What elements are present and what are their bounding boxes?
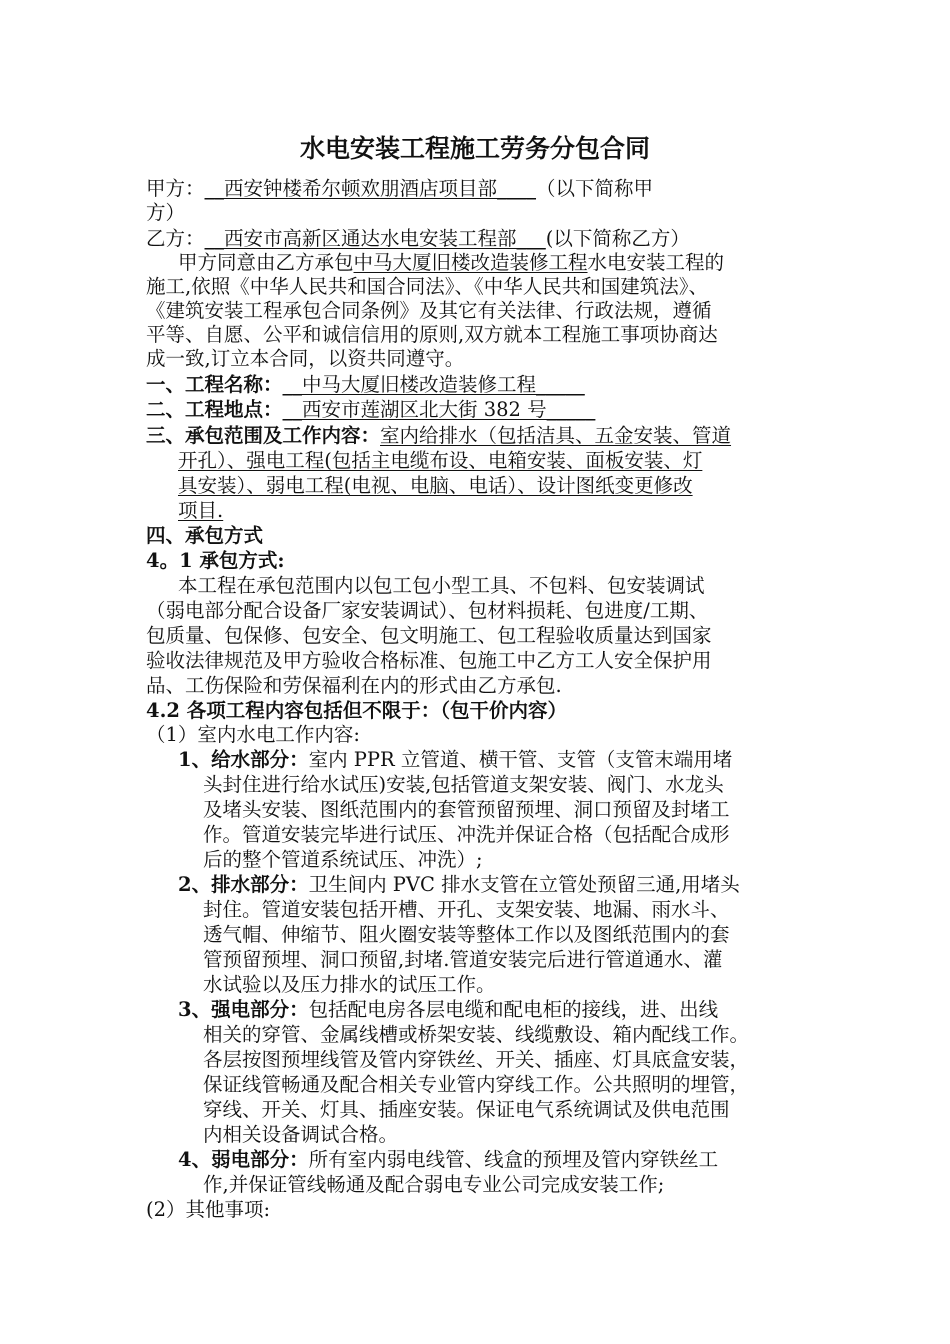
party-a-suffix: （以下简称甲 (536, 177, 654, 200)
item-2-text: 卫生间内 PVC 排水支管在立管处预留三通,用堵头 (308, 873, 740, 896)
item-3-line: 穿线、开关、灯具、插座安装。保证电气系统调试及供电范围 (203, 1098, 730, 1121)
party-a-name: __西安钟楼希尔顿欢朋酒店项目部____ (204, 177, 537, 200)
party-b-name: __西安市高新区通达水电安装工程部___ (204, 227, 546, 250)
item-1-line: 作。管道安装完毕进行试压、冲洗并保证合格（包括配合成形 (203, 823, 730, 846)
item-4-line: 作,并保证管线畅通及配合弱电专业公司完成安装工作; (203, 1173, 665, 1196)
item-4-line-1 (178, 1148, 718, 1172)
party-b-prefix: 乙方： (146, 227, 205, 250)
section-4-1-line: 品、工伤保险和劳保福利在内的形式由乙方承包. (146, 674, 562, 697)
item-4-label: 4、弱电部分： (178, 1148, 309, 1171)
party-a-line (146, 177, 653, 201)
section-3-line-1 (146, 424, 731, 448)
section-2 (146, 398, 595, 422)
item-3-line: 内相关设备调试合格。 (203, 1123, 399, 1146)
item-2-label: 2、排水部分： (178, 873, 309, 896)
section-2-value: __西安市莲湖区北大街 382 号_____ (282, 398, 596, 421)
item-3-line: 各层按图预埋线管及管内穿铁丝、开关、插座、灯具底盒安装， (203, 1048, 750, 1071)
intro-line-4: 平等、自愿、公平和诚信信用的原则,双方就本工程施工事项协商达 (146, 323, 718, 346)
section-4-1-line: 本工程在承包范围内以包工包小型工具、不包料、包安装调试 (178, 574, 705, 597)
item-3-line: 保证线管畅通及配合相关专业管内穿线工作。公共照明的埋管， (203, 1073, 750, 1096)
section-4-1-line: 验收法律规范及甲方验收合格标准、包施工中乙方工人安全保护用 (146, 649, 712, 672)
item-1-label: 1、给水部分： (178, 748, 309, 771)
section-1 (146, 373, 585, 397)
document-title: 水电安装工程施工劳务分包合同 (299, 134, 650, 163)
section-4-1-heading: 4。1 承包方式: (146, 549, 285, 572)
section-3-label: 三、承包范围及工作内容： (146, 424, 381, 447)
party-b-suffix: (以下简称乙方） (545, 227, 690, 250)
item-4-text: 所有室内弱电线管、线盒的预埋及管内穿铁丝工 (308, 1148, 719, 1171)
intro-line-2: 施工,依照《中华人民共和国合同法》、《中华人民共和国建筑法》、 (146, 275, 708, 298)
section-3-line-2: 开孔）、强电工程(包括主电缆布设、电箱安装、面板安装、灯 (178, 449, 703, 472)
intro-line-1 (178, 251, 724, 275)
section-3-text: 室内给排水（包括洁具、五金安装、管道 (380, 424, 732, 447)
section-2-label: 二、工程地点： (146, 398, 283, 421)
section-4-heading: 四、承包方式 (146, 524, 264, 547)
item-1-line-1 (178, 748, 732, 772)
section-1-label: 一、工程名称： (146, 373, 283, 396)
section-4-2-heading: 4.2 各项工程内容包括但不限于：（包干价内容） (146, 699, 567, 722)
item-2-line: 透气帽、伸缩节、阻火圈安装等整体工作以及图纸范围内的套 (203, 923, 730, 946)
intro-line-5: 成一致,订立本合同，以资共同遵守。 (146, 347, 465, 370)
item-3-line: 相关的穿管、金属线槽或桥架安装、线缆敷设、箱内配线工作。 (203, 1023, 750, 1046)
party-a-suffix-cont: 方） (146, 201, 186, 224)
intro-line-3: 《建筑安装工程承包合同条例》及其它有关法律、行政法规，遵循 (146, 299, 712, 322)
item-2-line-1 (178, 873, 740, 897)
intro-text-post: 水电安装工程的 (587, 251, 725, 274)
party-b-line (146, 227, 690, 251)
section-4-1-line: （弱电部分配合设备厂家安装调试）、包材料损耗、包进度/工期、 (146, 599, 709, 622)
item-1-line: 头封住进行给水试压)安装,包括管道支架安装、阀门、水龙头 (203, 773, 724, 796)
item-2-line: 封住。管道安装包括开槽、开孔、支架安装、地漏、雨水斗、 (203, 898, 730, 921)
section-3-line-4: 项目. (178, 499, 224, 522)
section-3-line-3: 具安装）、弱电工程(电视、电脑、电话）、设计图纸变更修改 (178, 474, 693, 497)
item-3-line-1 (178, 998, 718, 1022)
section-1-value: __中马大厦旧楼改造装修工程_____ (282, 373, 585, 396)
item-1-line: 后的整个管道系统试压、冲洗）; (203, 848, 483, 871)
item-2-line: 水试验以及压力排水的试压工作。 (203, 973, 496, 996)
item-1-line: 及堵头安装、图纸范围内的套管预留预埋、洞口预留及封堵工 (203, 798, 730, 821)
item-3-text: 包括配电房各层电缆和配电柜的接线，进、出线 (308, 998, 719, 1021)
intro-project-name: 中马大厦旧楼改造装修工程 (353, 251, 588, 274)
party-a-prefix: 甲方： (146, 177, 205, 200)
part-1-heading: （1）室内水电工作内容: (146, 723, 360, 746)
part-2-heading: (2）其他事项: (146, 1198, 271, 1221)
item-2-line: 管预留预埋、洞口预留,封堵.管道安装完后进行管道通水、灌 (203, 948, 723, 971)
item-3-label: 3、强电部分： (178, 998, 309, 1021)
section-4-1-line: 包质量、包保修、包安全、包文明施工、包工程验收质量达到国家 (146, 624, 712, 647)
item-1-text: 室内 PPR 立管道、横干管、支管（支管末端用堵 (308, 748, 733, 771)
intro-text: 甲方同意由乙方承包 (178, 251, 354, 274)
